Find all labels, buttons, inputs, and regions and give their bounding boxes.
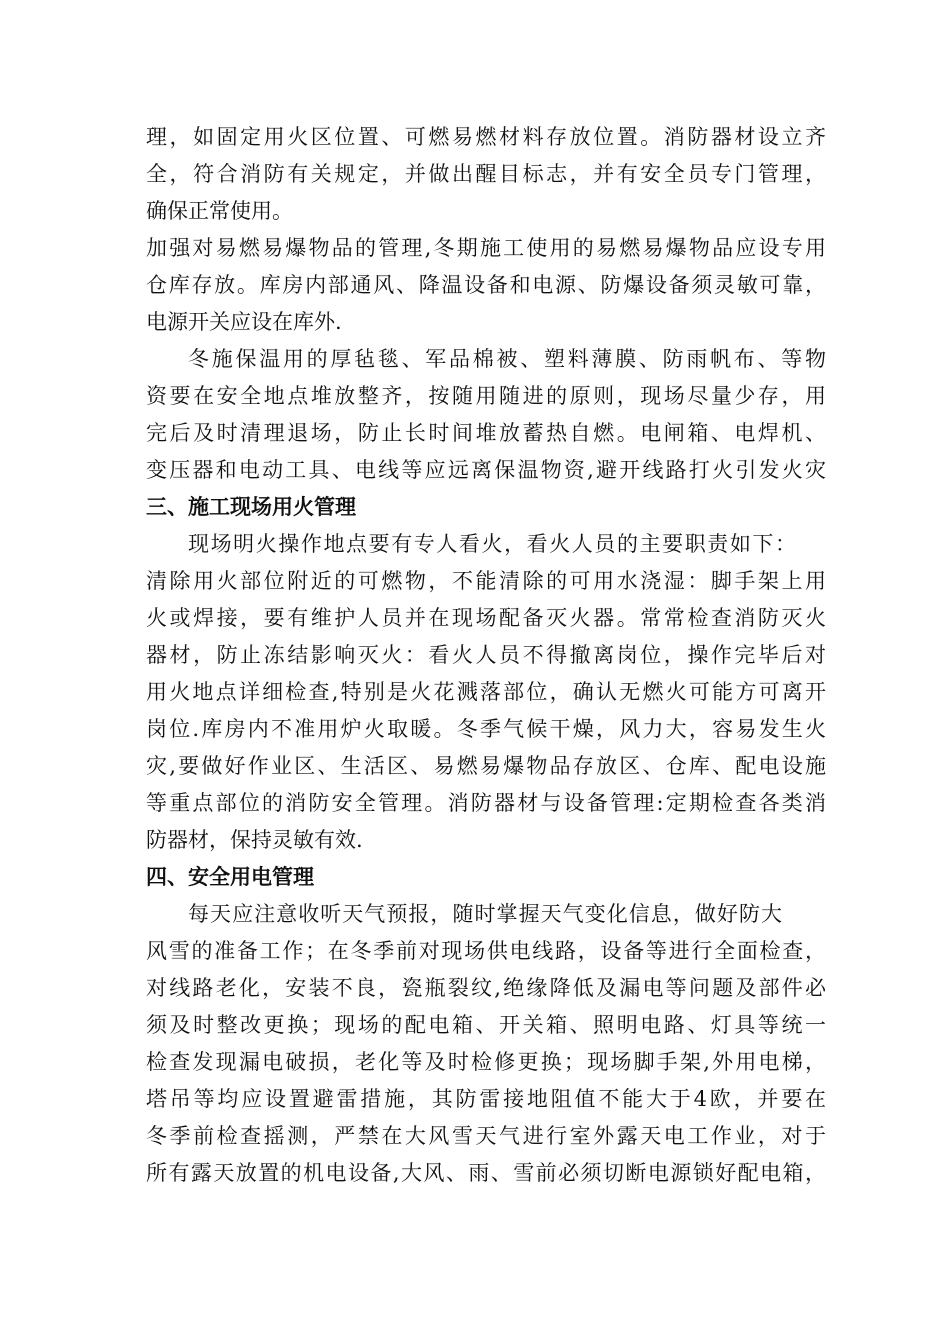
text-line: 完后及时清理退场，防止长时间堆放蓄热自燃。电闸箱、电焊机、 <box>146 421 826 445</box>
text-line: 冬施保温用的厚毡毯、军品棉被、塑料薄膜、防雨帆布、等物 <box>188 347 826 371</box>
text-line: 变压器和电动工具、电线等应远离保温物资,避开线路打火引发火灾 <box>146 458 826 482</box>
text-line: 须及时整改更换；现场的配电箱、开关箱、照明电路、灯具等统一 <box>146 1013 826 1037</box>
text-line: 检查发现漏电破损，老化等及时检修更换；现场脚手架,外用电梯， <box>146 1050 826 1074</box>
text-line: 现场明火操作地点要有专人看火，看火人员的主要职责如下： <box>188 532 796 556</box>
text-line: 确保正常使用。 <box>146 199 293 223</box>
text-line: 全，符合消防有关规定，并做出醒目标志，并有安全员专门管理， <box>146 162 826 186</box>
text-line: 冬季前检查摇测，严禁在大风雪天气进行室外露天电工作业，对于 <box>146 1124 826 1148</box>
text-line: 风雪的准备工作；在冬季前对现场供电线路，设备等进行全面检查， <box>146 939 826 963</box>
text-line: 理，如固定用火区位置、可燃易燃材料存放位置。消防器材设立齐 <box>146 125 826 149</box>
text-line: 对线路老化，安装不良，瓷瓶裂纹,绝缘降低及漏电等问题及部件必 <box>146 976 826 1000</box>
text-line: 用火地点详细检查,特别是火花溅落部位，确认无燃火可能方可离开 <box>146 680 826 704</box>
text-line: 加强对易燃易爆物品的管理,冬期施工使用的易燃易爆物品应设专用 <box>146 236 826 260</box>
text-line: 仓库存放。库房内部通风、降温设备和电源、防爆设备须灵敏可靠， <box>146 273 826 297</box>
text-line: 所有露天放置的机电设备,大风、雨、雪前必须切断电源锁好配电箱， <box>146 1161 826 1185</box>
text-line: 每天应注意收听天气预报，随时掌握天气变化信息，做好防大 <box>188 902 782 926</box>
text-line: 灾,要做好作业区、生活区、易燃易爆物品存放区、仓库、配电设施 <box>146 754 826 778</box>
text-line: 火或焊接，要有维护人员并在现场配备灭火器。常常检查消防灭火 <box>146 606 826 630</box>
text-line: 等重点部位的消防安全管理。消防器材与设备管理:定期检查各类消 <box>146 791 826 815</box>
text-line: 电源开关应设在库外. <box>146 310 342 334</box>
text-line: 塔吊等均应设置避雷措施，其防雷接地阻值不能大于4欧，并要在 <box>146 1087 826 1111</box>
section-heading: 三、施工现场用火管理 <box>146 495 356 519</box>
section-heading: 四、安全用电管理 <box>146 865 314 889</box>
text-line: 器材，防止冻结影响灭火：看火人员不得撤离岗位，操作完毕后对 <box>146 643 826 667</box>
text-line: 防器材，保持灵敏有效. <box>146 828 363 852</box>
text-line: 岗位.库房内不准用炉火取暖。冬季气候干燥，风力大，容易发生火 <box>146 717 826 741</box>
text-line: 清除用火部位附近的可燃物，不能清除的可用水浇湿：脚手架上用 <box>146 569 826 593</box>
text-line: 资要在安全地点堆放整齐，按随用随进的原则，现场尽量少存，用 <box>146 384 826 408</box>
